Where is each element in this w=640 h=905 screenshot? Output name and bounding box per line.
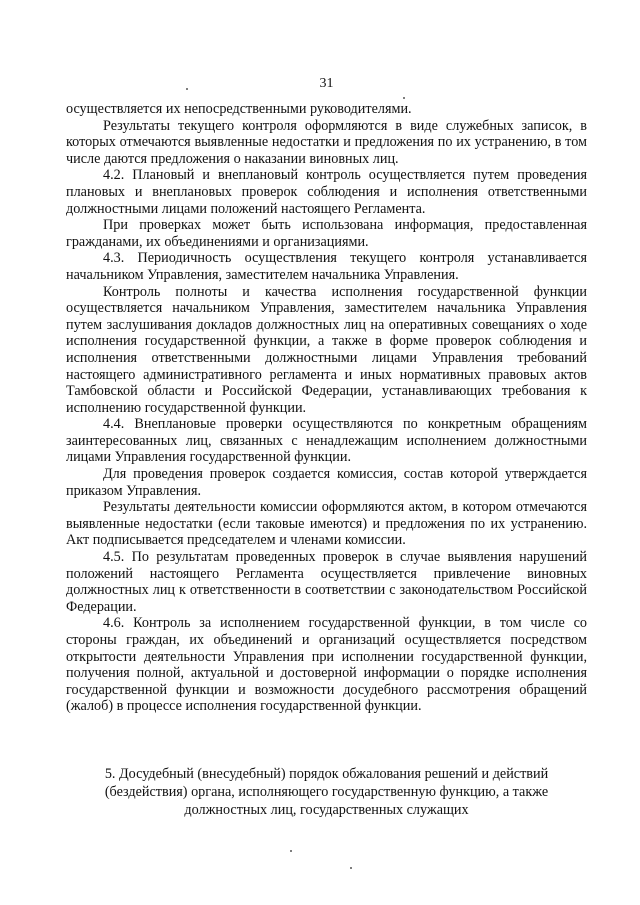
section-heading (66, 765, 587, 819)
section-heading-line-2: (бездействия) органа, исполняющего государственную функцию, а также (104, 784, 549, 800)
paragraph-4-4: 4.4. Внеплановые проверки осуществляются по конкретным обращениям заинтересованных лиц, связанных с ненадлежащим исполнением должностными лицами Управления государственной функции. (66, 416, 587, 466)
scan-speck (290, 850, 292, 852)
paragraph-4-5: 4.5. По результатам проведенных проверок в случае выявления нарушений положений настоящего Регламента осуществляется привлечение виновных должностных лиц к ответственности в соответствии с законодательством Российской Федерации. (66, 549, 587, 615)
body-text (66, 101, 587, 715)
paragraph-4-2: 4.2. Плановый и внеплановый контроль осуществляется путем проведения плановых и внеплановых проверок соблюдения и исполнения ответственными должностными лицами положений настоящего Регламента. (66, 167, 587, 217)
scan-speck (186, 88, 188, 90)
section-heading-line-3: должностных лиц, государственных служащих (184, 802, 469, 818)
paragraph-control-results: Результаты текущего контроля оформляются в виде служебных записок, в которых отмечаются выявленные недостатки и предложения по их устранению, в том числе даются предложения о наказании виновных лиц. (66, 117, 587, 167)
paragraph-commission: Для проведения проверок создается комиссия, состав которой утверждается приказом Управления. (66, 466, 587, 499)
paragraph-4-3: 4.3. Периодичность осуществления текущего контроля устанавливается начальником Управления, заместителем начальника Управления. (66, 250, 587, 283)
page-number: 31 (319, 76, 334, 91)
scan-speck (403, 97, 405, 99)
scan-speck (350, 867, 352, 869)
paragraph-4-6: 4.6. Контроль за исполнением государственной функции, в том числе со стороны граждан, их объединений и организаций осуществляется посредством открытости деятельности Управления при исполнении государственной функции, получения полной, актуальной и достоверной информации о порядке исполнения государственной функции и возможности досудебного рассмотрения обращений (жалоб) в процессе исполнения государственной функции. (66, 615, 587, 715)
paragraph-continuation: осуществляется их непосредственными руководителями. (66, 101, 412, 117)
paragraph-inspection-info: При проверках может быть использована информация, предоставленная гражданами, их объединениями и организациями. (66, 217, 587, 250)
section-heading-line-1: 5. Досудебный (внесудебный) порядок обжалования решений и действий (104, 766, 549, 782)
paragraph-quality-control: Контроль полноты и качества исполнения государственной функции осуществляется начальником Управления, заместителем начальника Управления путем заслушивания докладов должностных лиц на оперативных совещаниях о ходе исполнения государственной функции, а также в форме проверок соблюдения и исполнения ответственными должностными лицами Управления требований настоящего административного регламента и иных нормативных правовых актов Тамбовской области и Российской Федерации, устанавливающих требования к исполнению государственной функции. (66, 283, 587, 416)
paragraph-commission-results: Результаты деятельности комиссии оформляются актом, в котором отмечаются выявленные недостатки (если таковые имеются) и предложения по их устранению. Акт подписывается председателем и членами комиссии. (66, 499, 587, 549)
